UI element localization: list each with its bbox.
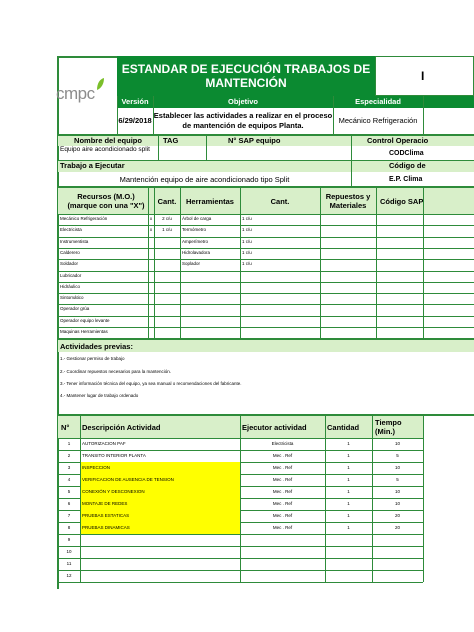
tool-cant: [240, 282, 320, 293]
activity-quantity: 1: [347, 501, 350, 506]
tool-cant: [240, 316, 320, 327]
resource-cant: 1 c/u: [162, 227, 172, 233]
resource-cant: [154, 304, 180, 315]
title-right-text: I: [421, 69, 425, 83]
activity-description: VERIFICACION DE AUSENCIA DE TENSION: [80, 474, 240, 486]
work-value: Mantención equipo de aire acondicionado tipo Split: [119, 175, 290, 184]
activity-quantity: [325, 534, 372, 546]
activity-quantity: 1: [347, 453, 350, 458]
prior-activities-label: Actividades previas:: [58, 340, 474, 352]
sap-code-header: Código SAP: [376, 188, 474, 214]
version-label: Versión: [117, 96, 153, 108]
activity-executor: [240, 570, 325, 582]
activity-executor: Mec . Ref: [272, 477, 293, 482]
activity-description: [80, 558, 240, 570]
activities-n-header: N°: [58, 416, 80, 438]
resource-cant: [154, 282, 180, 293]
activity-number: 10: [66, 549, 72, 554]
activity-description: TRANSITO INTERIOR PLANTA: [82, 453, 146, 458]
objective-value-line-2: de mantención de equipos Planta.: [182, 121, 304, 130]
column-divider: [158, 136, 159, 160]
prior-activity-item: 3.- Tener información técnica del equipo, ya sea manual o recomendaciones del fabricante.: [60, 380, 242, 386]
activity-time: 20: [394, 525, 400, 530]
resource-cant: [154, 316, 180, 327]
title-line-2: MANTENCIÓN: [205, 76, 287, 90]
resources-header: [58, 188, 154, 214]
activity-executor: Mec . Ref: [272, 489, 293, 494]
column-divider: [80, 416, 81, 582]
tool-cant: 1 c/u: [242, 227, 252, 233]
tool-cant: 1 c/u: [242, 216, 252, 221]
control-value: CODClima: [389, 150, 424, 157]
activities-time-header-line-2: (Min.): [375, 427, 395, 436]
activity-number: 7: [67, 513, 71, 518]
column-divider: [180, 188, 181, 338]
column-divider: [351, 160, 352, 186]
tool-name: [180, 282, 240, 293]
tool-cant: [240, 327, 320, 338]
activities-time-header: [372, 416, 423, 438]
tool-cant: [240, 271, 320, 282]
resource-mark: x: [149, 227, 153, 233]
activity-quantity: 1: [347, 525, 350, 530]
activity-description: CONEXIÓN Y DESCONEXION: [80, 486, 240, 498]
activities-time-header-line-1: Tiempo: [375, 418, 402, 427]
resource-name: Operador equipo levante: [60, 317, 110, 323]
objective-label: Objetivo: [153, 96, 333, 108]
tool-name: [180, 316, 240, 327]
activity-number: 1: [67, 441, 71, 446]
resources-header-line-1: Recursos (M.O.): [77, 192, 135, 201]
resource-name: Mecánico Refrigeración: [60, 216, 108, 221]
column-divider: [376, 188, 377, 338]
activity-description: INSPECCION: [80, 462, 240, 474]
activity-quantity: [325, 558, 372, 570]
activity-description: AUTORIZACION PAF: [82, 441, 126, 446]
tool-cant: 1 c/u: [242, 249, 252, 255]
activity-description: MONTAJE DE REDES: [80, 498, 240, 510]
resource-name: Hidráulico: [60, 283, 81, 289]
activity-quantity: [325, 546, 372, 558]
resource-cant: [154, 293, 180, 304]
tool-name: Amperímetro: [182, 238, 209, 244]
column-divider: [240, 188, 241, 338]
tag-label: TAG: [158, 136, 206, 146]
column-divider: [372, 416, 373, 582]
resource-name: Operador grúa: [60, 306, 90, 312]
tool-cant: [240, 293, 320, 304]
row-divider: [58, 582, 423, 583]
activity-number: 4: [67, 477, 71, 482]
activity-time: 10: [394, 465, 400, 470]
activity-time: 20: [394, 513, 400, 518]
activity-number: 6: [67, 501, 71, 506]
activity-number: 11: [66, 561, 72, 566]
leaf-icon: [96, 78, 105, 91]
resource-name: Lubricador: [60, 272, 82, 278]
resource-cant: [154, 271, 180, 282]
code-label: Código de: [351, 161, 474, 172]
column-divider: [240, 416, 241, 582]
activity-time: 10: [394, 489, 400, 494]
resource-name: Electricista: [60, 227, 82, 233]
parts-header: [320, 188, 376, 214]
parts-header-line-2: Materiales: [329, 201, 367, 210]
tool-name: [180, 304, 240, 315]
equipment-name-value: Equipo aire acondicionado split: [60, 146, 150, 153]
activity-executor: Mec . Ref: [272, 453, 293, 458]
resource-cant: [154, 327, 180, 338]
activity-executor: [240, 546, 325, 558]
activity-number: 5: [67, 489, 71, 494]
activity-time: [372, 546, 423, 558]
column-divider: [351, 136, 352, 160]
activity-number: 9: [67, 537, 71, 542]
activity-description: [80, 546, 240, 558]
activity-quantity: 1: [347, 489, 350, 494]
tool-name: [180, 293, 240, 304]
resource-name: Calderero: [60, 249, 80, 255]
column-divider: [423, 96, 424, 134]
column-divider: [117, 96, 118, 134]
resources-cant-header: Cant.: [154, 188, 180, 214]
resource-name: Instrumentista: [60, 238, 89, 244]
activity-executor: Mec . Ref: [272, 525, 293, 530]
control-label: Control Operacio: [351, 136, 474, 146]
activity-time: [372, 558, 423, 570]
activity-executor: Mec . Ref: [272, 465, 293, 470]
column-divider: [206, 136, 207, 160]
tool-cant: 1 c/u: [242, 261, 252, 267]
column-divider: [154, 188, 155, 338]
prior-activity-item: 4.- Mantener lugar de trabajo ordenado: [60, 393, 139, 399]
tool-name: [180, 327, 240, 338]
parts-header-line-1: Repuestos y: [325, 192, 371, 201]
objective-value-line-1: Establecer las actividades a realizar en el proceso: [153, 111, 333, 120]
activity-time: 5: [396, 477, 399, 482]
equipment-name-label: Nombre del equipo: [58, 136, 158, 146]
activity-executor: Mec . Ref: [272, 501, 293, 506]
tool-name: [180, 271, 240, 282]
prior-activity-item: 2.- Coordinar repuestos necesarios para la mantención.: [60, 368, 172, 374]
column-divider: [153, 96, 154, 134]
activities-desc-header: Descripción Actividad: [80, 416, 240, 438]
column-divider: [423, 188, 424, 338]
activity-quantity: 1: [347, 513, 350, 518]
activity-time: 10: [394, 441, 400, 446]
column-divider: [148, 188, 149, 338]
cmpc-logo: [56, 78, 106, 108]
activity-description: [80, 534, 240, 546]
resource-mark: x: [149, 216, 153, 221]
activity-quantity: 1: [347, 465, 350, 470]
activity-number: 12: [66, 573, 72, 578]
title-right-cell: [375, 56, 474, 96]
sap-label: N° SAP equipo: [206, 136, 351, 146]
version-value: 6/29/2018: [118, 116, 152, 125]
resource-name: Sintomático: [60, 295, 84, 301]
activity-number: 3: [67, 465, 71, 470]
activity-time: 5: [396, 453, 399, 458]
resource-cant: [154, 259, 180, 270]
activity-time: [372, 570, 423, 582]
tool-name: Hidrolavadora: [182, 249, 211, 255]
resource-cant: 2 c/u: [162, 216, 172, 221]
specialty-value: Mecánico Refrigeración: [338, 116, 418, 125]
work-label: Trabajo a Ejecutar: [58, 161, 351, 172]
specialty-label: Especialidad: [333, 96, 423, 108]
resource-name: Maquinas Herramientas: [60, 329, 108, 334]
objective-value: [153, 108, 333, 134]
activity-description: PRUEBAS ESTATICAS: [80, 510, 240, 522]
resource-name: Soldador: [60, 261, 79, 267]
activities-exec-header: Ejecutor actividad: [240, 416, 325, 438]
resources-header-line-2: (marque con una "X"): [67, 201, 145, 210]
prior-activity-item: 1.- Gestionar permiso de trabajo: [60, 356, 125, 362]
ep-value: E.P. Clima: [389, 176, 423, 183]
title-line-1: ESTANDAR DE EJECUCIÓN TRABAJOS DE: [121, 62, 371, 76]
document-title: [117, 56, 375, 96]
activity-time: [372, 534, 423, 546]
activity-executor: Electricista: [271, 441, 294, 446]
row-divider: [58, 214, 474, 215]
logo-text: cmpc: [56, 84, 95, 103]
activity-description: [80, 570, 240, 582]
activity-number: 2: [67, 453, 71, 458]
resource-cant: [154, 237, 180, 248]
activity-time: 10: [394, 501, 400, 506]
activity-quantity: 1: [347, 477, 350, 482]
tool-name: Árbol de carga: [182, 216, 212, 221]
row-divider: [58, 438, 423, 439]
column-divider: [333, 96, 334, 134]
activity-executor: [240, 534, 325, 546]
tool-name: Soplador: [182, 261, 201, 267]
activity-executor: Mec . Ref: [272, 513, 293, 518]
tool-name: Termómetro: [182, 227, 207, 233]
resource-cant: [154, 248, 180, 259]
tool-cant: [240, 304, 320, 315]
activity-quantity: 1: [347, 441, 350, 446]
column-divider: [320, 188, 321, 338]
tool-cant: 1 c/u: [242, 238, 252, 244]
activity-quantity: [325, 570, 372, 582]
activity-description: PRUEBAS DINAMICAS: [80, 522, 240, 534]
header-blank: [423, 96, 474, 108]
activities-qty-header: Cantidad: [325, 416, 372, 438]
activity-executor: [240, 558, 325, 570]
column-divider: [325, 416, 326, 582]
activity-number: 8: [67, 525, 71, 530]
tools-cant-header: Cant.: [240, 188, 320, 214]
tools-header: Herramientas: [180, 188, 240, 214]
column-divider: [423, 416, 424, 582]
